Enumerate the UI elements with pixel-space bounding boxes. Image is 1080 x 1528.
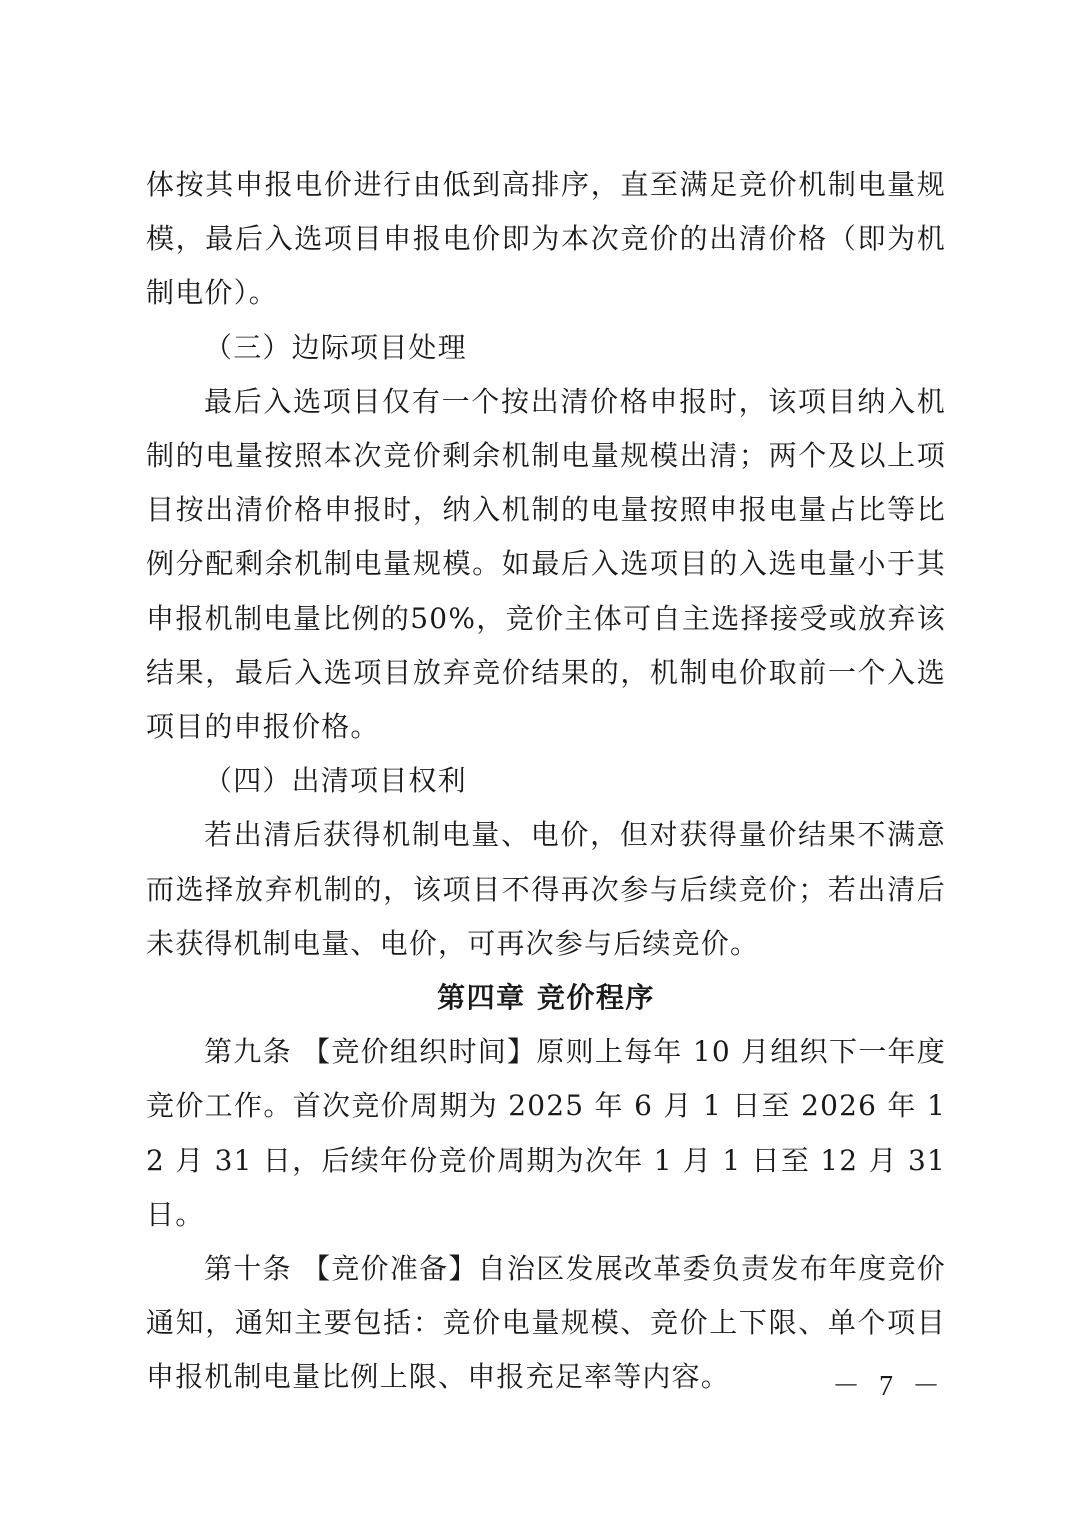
article-10: 第十条 【竞价准备】自治区发展改革委负责发布年度竞价通知，通知主要包括：竞价电量规模、竞价上下限、单个项目申报机制电量比例上限、申报充足率等内容。 <box>146 1252 946 1394</box>
paragraph-clearing-rights: 若出清后获得机制电量、电价，但对获得量价结果不满意而选择放弃机制的，该项目不得再次参与后续竞价；若出清后未获得机制电量、电价，可再次参与后续竞价。 <box>146 818 946 960</box>
chapter-title: 第四章 竞价程序 <box>437 981 655 1015</box>
section-heading-marginal-project: （三）边际项目处理 <box>204 330 467 364</box>
paragraph-continuation: 体按其申报电价进行由低到高排序，直至满足竞价机制电量规模，最后入选项目申报电价即为本次竞价的出清价格（即为机制电价）。 <box>146 168 946 310</box>
section-heading-clearing-rights: （四）出清项目权利 <box>204 764 467 798</box>
article-9: 第九条 【竞价组织时间】原则上每年 10 月组织下一年度竞价工作。首次竞价周期为 2025 年 6 月 1 日至 2026 年 12 月 31 日，后续年份竞价周期为次年 1 月 1 日至 12 月 31 日。 <box>146 1035 946 1231</box>
document-body <box>146 158 946 1405</box>
page-number: － 7 － <box>831 1371 946 1402</box>
paragraph-marginal-project: 最后入选项目仅有一个按出清价格申报时，该项目纳入机制的电量按照本次竞价剩余机制电量规模出清；两个及以上项目按出清价格申报时，纳入机制的电量按照申报电量占比等比例分配剩余机制电量规模。如最后入选项目的入选电量小于其申报机制电量比例的50%，竞价主体可自主选择接受或放弃该结果，最后入选项目放弃竞价结果的，机制电价取前一个入选项目的申报价格。 <box>146 384 946 744</box>
